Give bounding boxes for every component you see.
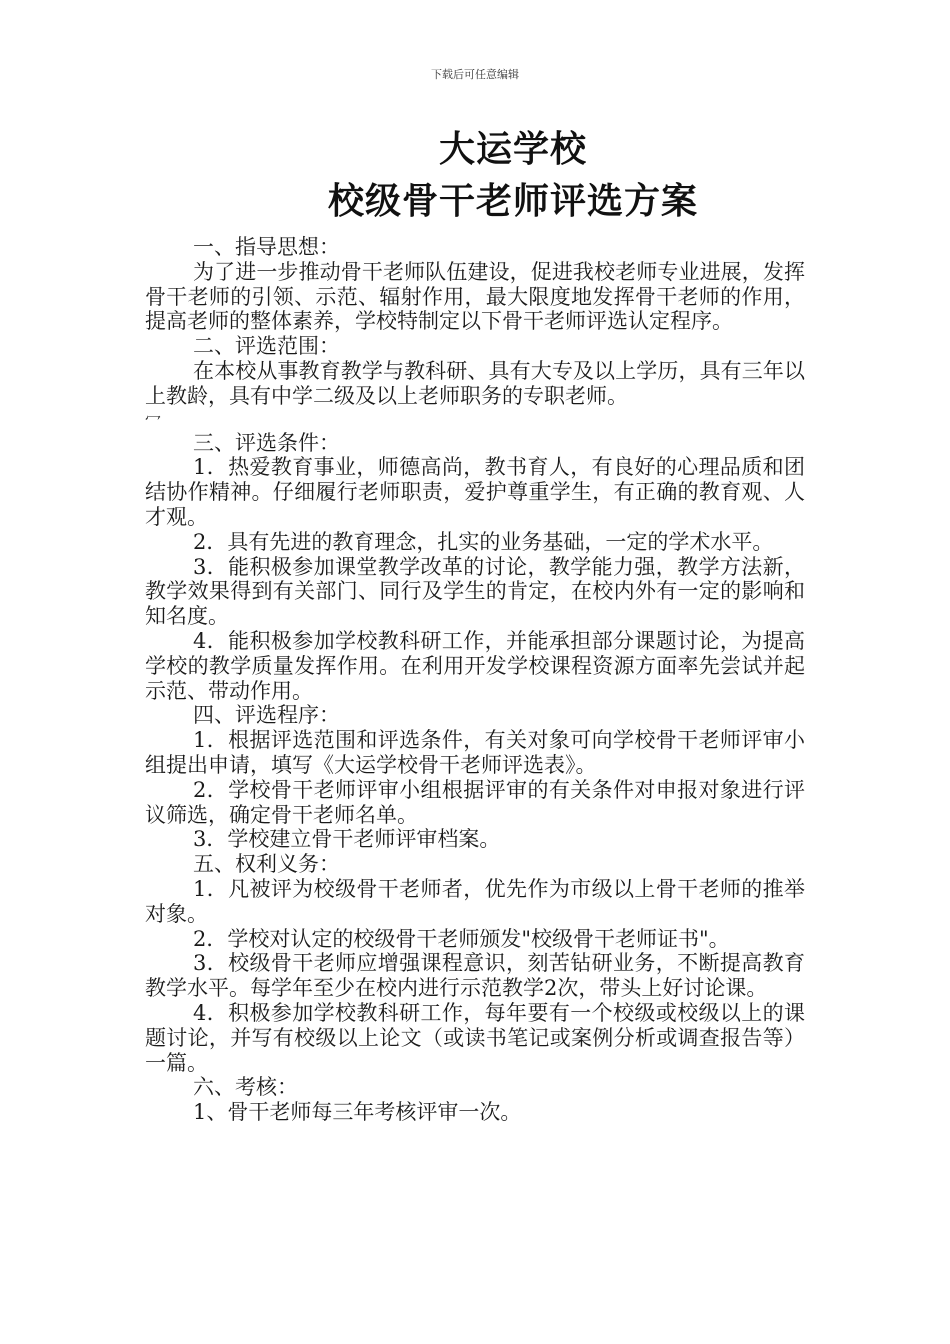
procedure-item-3: 3．学校建立骨干老师评审档案。 [193,827,501,852]
condition-item-2: 2．具有先进的教育理念，扎实的业务基础，一定的学术水平。 [193,529,774,554]
rights-item-2: 2．学校对认定的校级骨干老师颁发"校级骨干老师证书"。 [193,926,730,951]
rights-item-4: 4．积极参加学校教科研工作，每年要有一个校级或校级以上的课题讨论，并写有校级以上论文（或读书笔记或案例分析或调查报告等）一篇。 [145,1000,805,1075]
stray-mark: 冖 [145,409,162,429]
procedure-item-1: 1．根据评选范围和评选条件，有关对象可向学校骨干老师评审小组提出申请，填写《大运学校骨干老师评选表》。 [145,728,805,777]
section-heading-scope: 二、评选范围： [193,334,340,359]
rights-item-1: 1．凡被评为校级骨干老师者，优先作为市级以上骨干老师的推举对象。 [145,876,805,926]
rights-item-3: 3．校级骨干老师应增强课程意识，刻苦钻研业务，不断提高教育教学水平。每学年至少在校内进行示范教学2次，带头上好讨论课。 [145,951,805,1001]
school-name-title: 大运学校 [438,129,587,170]
condition-item-1: 1．热爱教育事业，师德高尚，教书育人，有良好的心理品质和团结协作精神。仔细履行老师职责，爱护尊重学生，有正确的教育观、人才观。 [145,455,805,529]
section-heading-guiding-thought: 一、指导思想： [193,235,340,259]
assessment-item-1: 1、骨干老师每三年考核评审一次。 [193,1100,522,1125]
header-note: 下载后可任意编辑 [431,68,519,81]
condition-item-4: 4．能积极参加学校教科研工作，并能承担部分课题讨论，为提高学校的教学质量发挥作用。在利用开发学校课程资源方面率先尝试并起示范、带动作用。 [145,628,805,703]
section-heading-assessment: 六、考核： [193,1075,298,1100]
document-title: 校级骨干老师评选方案 [327,181,698,222]
section-heading-procedure: 四、评选程序： [193,703,340,728]
document-body [145,235,805,1125]
section-heading-rights: 五、权利义务： [193,852,340,877]
procedure-item-2: 2．学校骨干老师评审小组根据评审的有关条件对申报对象进行评议筛选，确定骨干老师名单。 [145,777,805,827]
condition-item-3: 3．能积极参加课堂教学改革的讨论，教学能力强，教学方法新，教学效果得到有关部门、同行及学生的肯定，在校内外有一定的影响和知名度。 [145,554,805,629]
paragraph-guiding-thought: 为了进一步推动骨干老师队伍建设，促进我校老师专业进展，发挥骨干老师的引领、示范、辐射作用，最大限度地发挥骨干老师的作用，提高老师的整体素养，学校特制定以下骨干老师评选认定程序。 [145,259,805,334]
paragraph-scope: 在本校从事教育教学与教科研、具有大专及以上学历，具有三年以上教龄，具有中学二级及以上老师职务的专职老师。 [145,358,805,408]
section-heading-conditions: 三、评选条件： [193,430,340,455]
